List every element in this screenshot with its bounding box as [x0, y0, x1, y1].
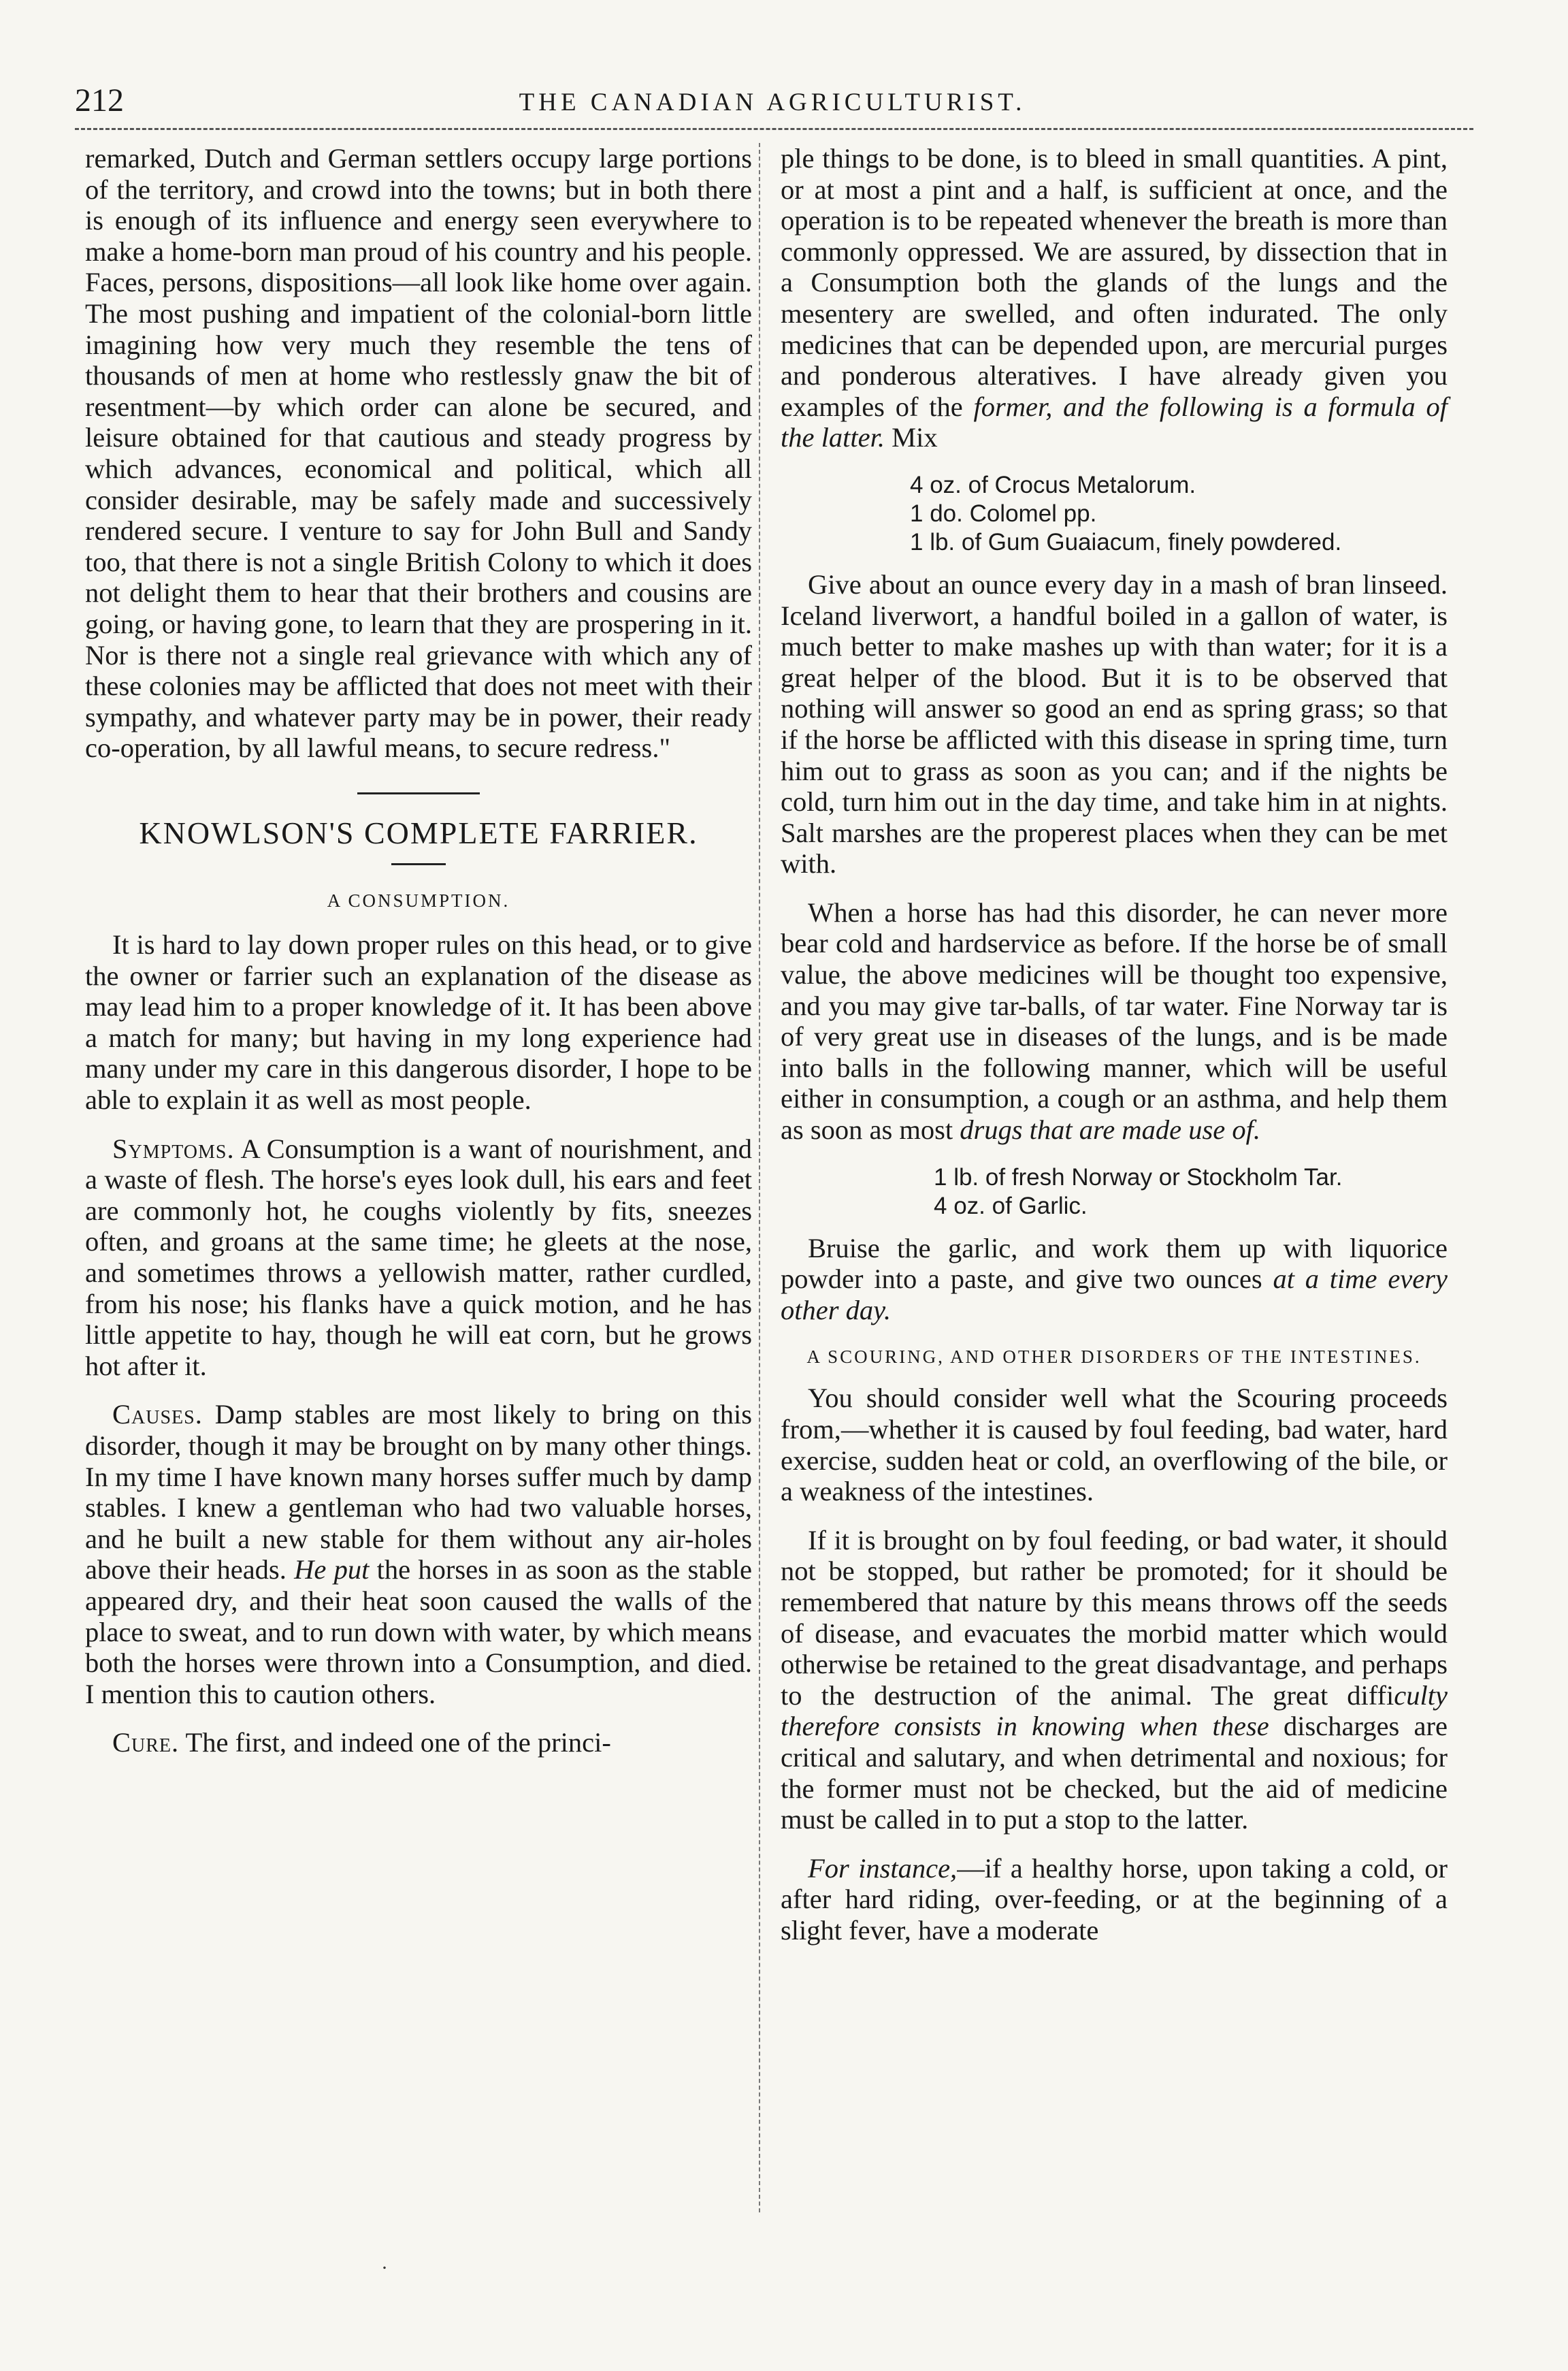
formula-line: 4 oz. of Garlic.: [934, 1192, 1088, 1219]
cure-continued-text-1: ple things to be done, is to bleed in small quantities. A pint, or at most a pint and a half, is sufficient at once, and the operation is to be repeated whenever the breath is more than commonly oppressed. We are assured, by dissection that in a Consumption both the glands of the lungs and the mesentery are swelled, and often indurated. The only medicines that can be depended upon, are mercurial purges and ponderous alteratives. I have already given you examples of the: [781, 143, 1448, 422]
formula-line: 1 lb. of Gum Guaiacum, finely powdered.: [910, 528, 1342, 555]
when-italic: drugs that are made use of.: [960, 1114, 1260, 1146]
foul-feeding-text-2: discharges are critical and salutary, and when detrimental and noxious; for the former must not be checked, but the aid of medicine must be called in to put a stop to the latter.: [781, 1711, 1448, 1835]
when-paragraph: [781, 897, 1448, 1146]
symptoms-label: Symptoms.: [112, 1133, 235, 1164]
header-rule: [75, 128, 1473, 130]
foul-feeding-italic: culty therefore consists in knowing when these: [781, 1679, 1448, 1742]
continued-paragraph: remarked, Dutch and German settlers occupy large portions of the territory, and crowd into the towns; but in both there is enough of its influence and energy seen everywhere to make a home-born man proud of his country and his people. Faces, persons, dispositions—all look like home over again. The most pushing and impatient of the colonial-born little imagining how very much they resemble the tens of thousands of men at home who restlessly gnaw the bit of resentment—by which order can alone be secured, and leisure obtained for that cautious and steady progress by which advances, economical and political, which all consider desirable, may be safely made and successively rendered secure. I venture to say for John Bull and Sandy too, that there is not a single British Colony to which it does not delight them to hear that their brothers and cousins are going, or having gone, to learn that they are prospering in it. Nor is there not a single real grievance with which any of these colonies may be afflicted that does not meet with their sympathy, and whatever party may be in power, their ready co-operation, by all lawful means, to secure redress.": [85, 143, 752, 764]
formula-consumption: [781, 471, 1448, 557]
give-paragraph: Give about an ounce every day in a mash of bran linseed. Iceland liverwort, a handful boiled in a gallon of water, is much better to make mashes up with than water; for it is a great helper of the blood. But it is to be observed that nothing will answer so good an end as spring grass; so that if the horse be afflicted with this disease in spring time, turn him out to grass as soon as you can; and if the nights be cold, turn him out in the day time, and take him in at nights. Salt marshes are the properest places when they can be met with.: [781, 568, 1448, 880]
formula-line: 1 do. Colomel pp.: [910, 500, 1097, 527]
causes-text-2: the horses in as soon as the stable appeared dry, and their heat soon caused the walls of the place to sweat, and to run down with water, by which means both the horses were thrown into a Consumption, and died. I mention this to caution others.: [85, 1554, 752, 1709]
column-divider: [759, 143, 760, 2212]
title-underline: [391, 863, 446, 865]
page-number: 212: [75, 82, 124, 118]
cure-continued-text-2: Mix: [884, 422, 938, 453]
bruise-paragraph: [781, 1233, 1448, 1326]
instance-paragraph: [781, 1853, 1448, 1946]
section-heading-consumption: A CONSUMPTION.: [327, 890, 510, 912]
intro-paragraph: It is hard to lay down proper rules on this head, or to give the owner or farrier such an explanation of the disease as may lead him to a proper knowledge of it. It has been above a match for many; but having in my long experience had many under my care in this dangerous disorder, I hope to be able to explain it as well as most people.: [85, 929, 752, 1116]
causes-text-1: Damp stables are most likely to bring on this disorder, though it may be brought on by many other things. In my time I have known many horses suffer much by damp stables. I knew a gentleman who had two valuable horses, and he built a new stable for them without any air-holes above their heads.: [85, 1399, 752, 1585]
causes-label: Causes.: [112, 1399, 203, 1430]
cure-paragraph: [85, 1727, 752, 1758]
cure-continued-paragraph: [781, 143, 1448, 453]
section-heading-scouring: A SCOURING, AND OTHER DISORDERS OF THE INTESTINES.: [806, 1346, 1422, 1368]
instance-italic: For instance,: [808, 1852, 958, 1884]
page-header: [75, 80, 1470, 128]
when-text: When a horse has had this disorder, he can never more bear cold and hardservice as before. If the horse be of small value, the above medicines will be thought too expensive, and you may give tar-balls, of tar water. Fine Norway tar is of very great use in diseases of the lungs, and is be made into balls in the following manner, which will be useful either in consumption, a cough or an asthma, and help them as soon as most: [781, 897, 1448, 1146]
bruise-text-1: Bruise the garlic, and work them up with liquorice powder into a paste, and give two ounces: [781, 1232, 1448, 1295]
symptoms-paragraph: [85, 1133, 752, 1382]
causes-text-italic: He put: [294, 1554, 370, 1585]
formula-tar-balls: [781, 1163, 1448, 1221]
causes-paragraph: [85, 1399, 752, 1709]
running-title: THE CANADIAN AGRICULTURIST.: [519, 88, 1026, 116]
scouring-paragraph: You should consider well what the Scouring proceeds from,—whether it is caused by foul feeding, bad water, hard exercise, sudden heat or cold, an overflowing of the bile, or a weakness of the intestines.: [781, 1383, 1448, 1507]
right-column: [781, 143, 1448, 1964]
bruise-italic-1: at a time every: [1273, 1263, 1448, 1295]
cure-continued-italic: former, and the following is a formula of the latter.: [781, 391, 1448, 453]
article-divider: [357, 792, 480, 794]
bruise-italic-2: other day.: [781, 1294, 891, 1325]
foul-feeding-text-1: If it is brought on by foul feeding, or bad water, it should not be stopped, but rather be promoted; for it should be remembered that nature by this means throws off the seeds of disease, and evacuates the morbid matter which would otherwise be retained to the great disadvantage, and perhaps to the destruction of the animal. The great diffi: [781, 1524, 1448, 1711]
left-column: [85, 143, 752, 1776]
symptoms-text: A Consumption is a want of nourishment, and a waste of flesh. The horse's eyes look dull, his ears and feet are commonly hot, he coughs violently by fits, sneezes often, and groans at the same time; he gleets at the nose, and sometimes throws a yellowish matter, rather curdled, from his nose; his flanks have a quick motion, and he has little appetite to hay, though he will eat corn, but he grows hot after it.: [85, 1133, 752, 1381]
foul-feeding-paragraph: [781, 1525, 1448, 1835]
cure-text: The first, and indeed one of the princi-: [179, 1727, 611, 1758]
instance-text: —if a healthy horse, upon taking a cold, or after hard riding, over-feeding, or at the beginning of a slight fever, have a moderate: [781, 1852, 1448, 1946]
article-title: KNOWLSON'S COMPLETE FARRIER.: [139, 815, 698, 850]
formula-line: 1 lb. of fresh Norway or Stockholm Tar.: [934, 1163, 1343, 1191]
stray-ink-mark: ·: [381, 2257, 388, 2279]
cure-label: Cure.: [112, 1727, 180, 1758]
formula-line: 4 oz. of Crocus Metalorum.: [910, 471, 1196, 498]
